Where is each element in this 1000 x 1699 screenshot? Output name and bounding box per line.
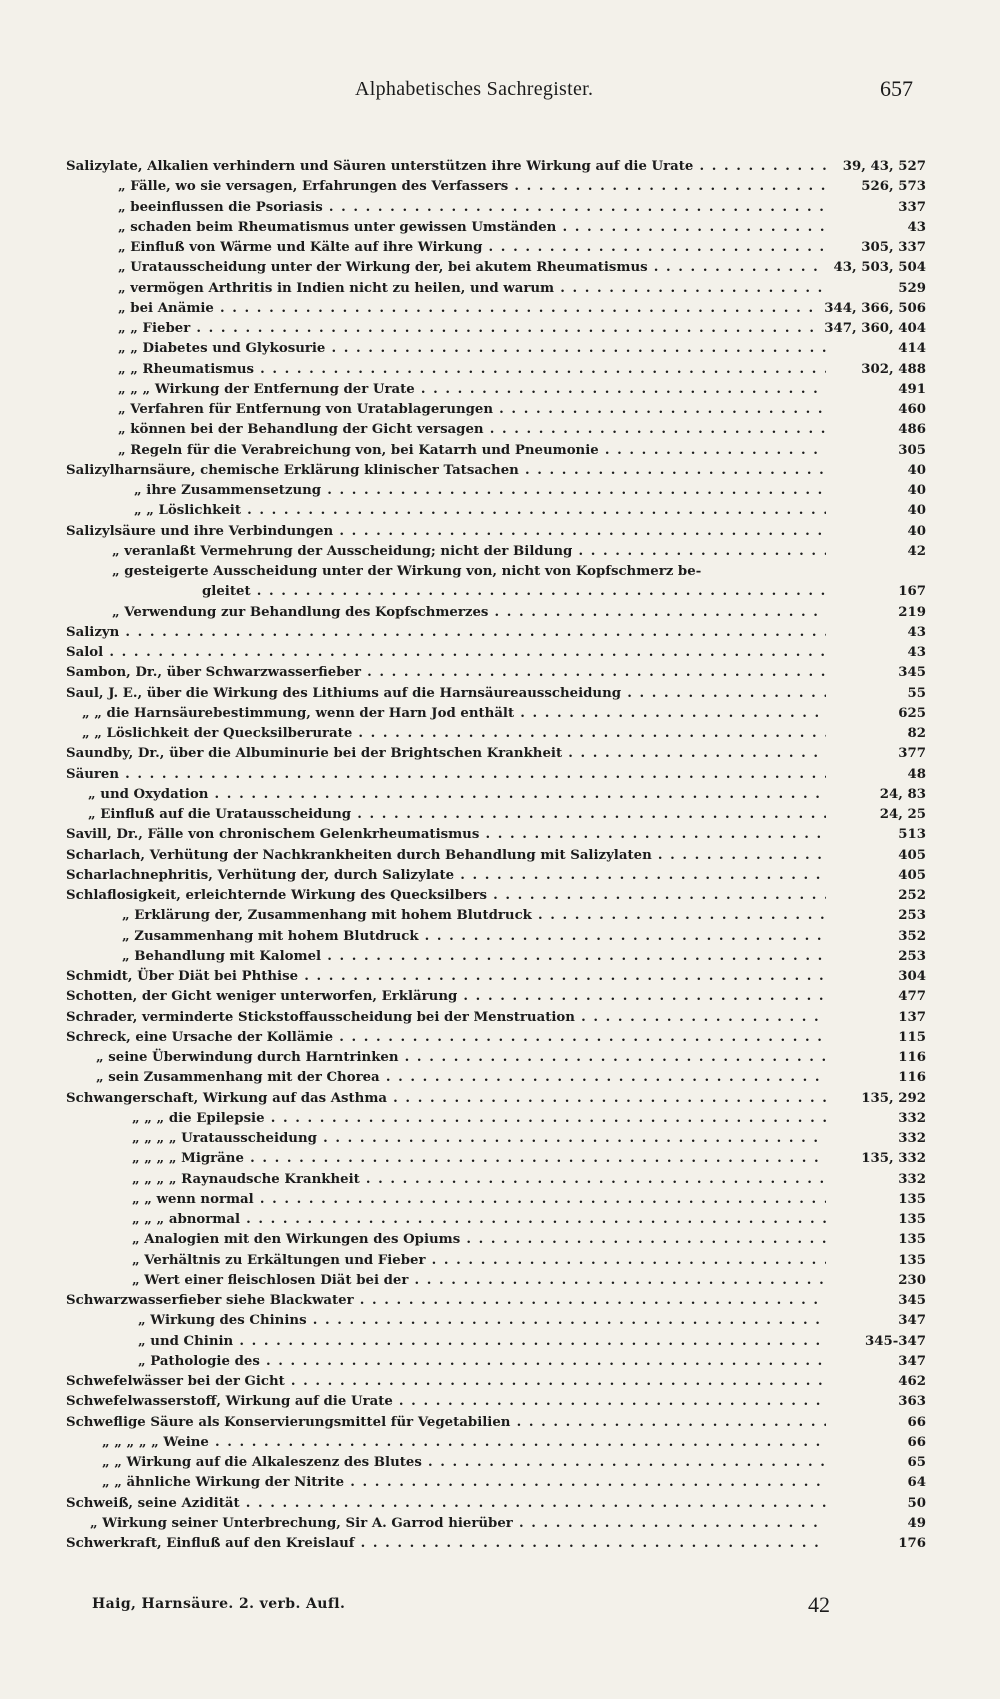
index-entry <box>66 1230 926 1250</box>
entry-text: Schwangerschaft, Wirkung auf das Asthma . . <box>66 1089 826 1109</box>
entry-pages: 332 <box>892 1170 926 1190</box>
index-entry <box>66 198 926 218</box>
index-entries <box>66 157 926 1554</box>
entry-text: „ Fälle, wo sie versagen, Erfahrungen des Verfassers . . <box>66 177 826 197</box>
entry-pages: 43, 503, 504 <box>827 258 926 278</box>
entry-pages: 167 <box>892 582 926 602</box>
entry-pages: 377 <box>892 744 926 764</box>
index-entry <box>66 1149 926 1169</box>
entry-pages: 253 <box>892 906 926 926</box>
entry-text: „ vermögen Arthritis in Indien nicht zu heilen, und warum . . <box>66 279 826 299</box>
index-entry <box>66 1109 926 1129</box>
entry-pages: 115 <box>892 1028 926 1048</box>
entry-pages: 135 <box>892 1190 926 1210</box>
index-entry <box>66 765 926 785</box>
entry-pages: 345 <box>892 1291 926 1311</box>
index-entry <box>66 542 926 562</box>
entry-pages: 40 <box>901 501 926 521</box>
index-entry <box>66 1129 926 1149</box>
entry-text: „ „ „ „ Uratausscheidung . . <box>66 1129 826 1149</box>
entry-text: „ bei Anämie . . <box>66 299 826 319</box>
entry-pages: 137 <box>892 1008 926 1028</box>
entry-pages: 513 <box>892 825 926 845</box>
index-entry <box>66 1210 926 1230</box>
entry-text: „ beeinflussen die Psoriasis . . <box>66 198 826 218</box>
entry-text: „ „ „ abnormal . . <box>66 1210 826 1230</box>
entry-pages: 40 <box>901 522 926 542</box>
index-entry <box>66 1494 926 1514</box>
index-entry <box>66 238 926 258</box>
entry-text: „ Regeln für die Verabreichung von, bei Katarrh und Pneumonie . . <box>66 441 826 461</box>
entry-pages: 116 <box>892 1068 926 1088</box>
index-entry <box>66 360 926 380</box>
entry-pages: 40 <box>901 481 926 501</box>
index-entry <box>66 481 926 501</box>
index-entry <box>66 582 926 602</box>
entry-text: „ „ ähnliche Wirkung der Nitrite . . <box>66 1473 826 1493</box>
index-entry <box>66 886 926 906</box>
entry-pages: 304 <box>892 967 926 987</box>
entry-pages: 347 <box>892 1311 926 1331</box>
entry-text: „ Behandlung mit Kalomel . . <box>66 947 826 967</box>
index-entry <box>66 299 926 319</box>
entry-text: „ Zusammenhang mit hohem Blutdruck . . <box>66 927 826 947</box>
entry-pages: 363 <box>892 1392 926 1412</box>
entry-text: „ Uratausscheidung unter der Wirkung der, bei akutem Rheumatismus . . <box>66 258 826 278</box>
footer-imprint: Haig, Harnsäure. 2. verb. Aufl. <box>92 1596 346 1612</box>
entry-text: „ seine Überwindung durch Harntrinken . . <box>66 1048 826 1068</box>
entry-text: Salizylsäure und ihre Verbindungen . . <box>66 522 826 542</box>
entry-pages: 414 <box>892 339 926 359</box>
index-entry <box>66 562 926 582</box>
entry-pages: 49 <box>901 1514 926 1534</box>
entry-text: „ Einfluß auf die Uratausscheidung . . <box>66 805 826 825</box>
entry-text: Schwerkraft, Einfluß auf den Kreislauf . . <box>66 1534 826 1554</box>
entry-pages: 305 <box>892 441 926 461</box>
entry-text: „ Erklärung der, Zusammenhang mit hohem Blutdruck . . <box>66 906 826 926</box>
entry-text: „ gesteigerte Ausscheidung unter der Wirkung von, nicht von Kopfschmerz be- <box>112 564 702 579</box>
entry-text: „ schaden beim Rheumatismus unter gewissen Umständen . . <box>66 218 826 238</box>
entry-pages: 24, 25 <box>874 805 926 825</box>
index-entry <box>66 1068 926 1088</box>
index-entry <box>66 1028 926 1048</box>
index-entry <box>66 177 926 197</box>
entry-pages: 43 <box>901 218 926 238</box>
entry-pages: 40 <box>901 461 926 481</box>
entry-text: „ Verhältnis zu Erkältungen und Fieber . . <box>66 1251 826 1271</box>
entry-text: „ Einfluß von Wärme und Kälte auf ihre Wirkung . . <box>66 238 826 258</box>
entry-pages: 253 <box>892 947 926 967</box>
index-entry <box>66 1392 926 1412</box>
entry-text: Schweiß, seine Azidität . . <box>66 1494 826 1514</box>
index-entry <box>66 724 926 744</box>
index-entry <box>66 339 926 359</box>
entry-text: Saundby, Dr., über die Albuminurie bei der Brightschen Krankheit . . <box>66 744 826 764</box>
entry-text: „ „ wenn normal . . <box>66 1190 826 1210</box>
entry-pages: 477 <box>892 987 926 1007</box>
index-entry <box>66 157 926 177</box>
entry-pages: 252 <box>892 886 926 906</box>
entry-text: „ „ Rheumatismus . . <box>66 360 826 380</box>
entry-pages: 135, 292 <box>855 1089 926 1109</box>
index-entry <box>66 906 926 926</box>
entry-text: „ und Chinin . . <box>66 1332 826 1352</box>
entry-pages: 176 <box>892 1534 926 1554</box>
entry-pages: 42 <box>901 542 926 562</box>
entry-pages: 526, 573 <box>855 177 926 197</box>
entry-pages: 64 <box>901 1473 926 1493</box>
entry-pages: 48 <box>901 765 926 785</box>
entry-pages: 135 <box>892 1251 926 1271</box>
entry-pages: 230 <box>892 1271 926 1291</box>
entry-text: Säuren . . <box>66 765 826 785</box>
index-entry <box>66 1514 926 1534</box>
entry-pages: 82 <box>901 724 926 744</box>
entry-text: „ „ „ die Epilepsie . . <box>66 1109 826 1129</box>
entry-pages: 345 <box>892 663 926 683</box>
entry-pages: 405 <box>892 846 926 866</box>
entry-text: Schweflige Säure als Konservierungsmittel für Vegetabilien . . <box>66 1413 826 1433</box>
index-entry <box>66 785 926 805</box>
entry-text: Schotten, der Gicht weniger unterworfen, Erklärung . . <box>66 987 826 1007</box>
index-entry <box>66 684 926 704</box>
entry-pages: 486 <box>892 420 926 440</box>
page-header <box>0 74 1000 108</box>
entry-text: gleitet . . <box>66 582 826 602</box>
entry-pages: 50 <box>901 1494 926 1514</box>
index-entry <box>66 1089 926 1109</box>
entry-text: Scharlachnephritis, Verhütung der, durch Salizylate . . <box>66 866 826 886</box>
page-footer <box>0 1592 1000 1626</box>
entry-text: „ ihre Zusammensetzung . . <box>66 481 826 501</box>
entry-text: Schrader, verminderte Stickstoffausscheidung bei der Menstruation . . <box>66 1008 826 1028</box>
entry-pages: 39, 43, 527 <box>837 157 926 177</box>
index-entry <box>66 1453 926 1473</box>
entry-text: „ „ Wirkung auf die Alkaleszenz des Blutes . . <box>66 1453 826 1473</box>
entry-pages: 43 <box>901 623 926 643</box>
index-entry <box>66 279 926 299</box>
entry-pages: 116 <box>892 1048 926 1068</box>
page-title: Alphabetisches Sachregister. <box>355 78 594 100</box>
entry-text: Schmidt, Über Diät bei Phthise . . <box>66 967 826 987</box>
index-entry <box>66 927 926 947</box>
entry-pages: 332 <box>892 1109 926 1129</box>
entry-text: „ „ „ „ „ Weine . . <box>66 1433 826 1453</box>
index-entry <box>66 522 926 542</box>
entry-pages: 305, 337 <box>855 238 926 258</box>
entry-pages: 55 <box>901 684 926 704</box>
index-entry <box>66 218 926 238</box>
entry-text: „ Verwendung zur Behandlung des Kopfschmerzes . . <box>66 603 826 623</box>
index-entry <box>66 420 926 440</box>
index-entry <box>66 400 926 420</box>
entry-pages: 219 <box>892 603 926 623</box>
entry-text: „ Analogien mit den Wirkungen des Opiums . . <box>66 1230 826 1250</box>
entry-text: Scharlach, Verhütung der Nachkrankheiten durch Behandlung mit Salizylaten . . <box>66 846 826 866</box>
entry-pages: 529 <box>892 279 926 299</box>
signature-mark: 42 <box>808 1592 830 1617</box>
index-entry <box>66 643 926 663</box>
entry-text: „ „ Löslichkeit der Quecksilberurate . . <box>66 724 826 744</box>
index-entry <box>66 704 926 724</box>
entry-pages: 625 <box>892 704 926 724</box>
entry-pages: 65 <box>901 1453 926 1473</box>
entry-pages: 337 <box>892 198 926 218</box>
index-entry <box>66 1473 926 1493</box>
entry-pages: 66 <box>901 1433 926 1453</box>
entry-text: „ und Oxydation . . <box>66 785 826 805</box>
entry-pages: 135, 332 <box>855 1149 926 1169</box>
entry-pages: 405 <box>892 866 926 886</box>
page-number: 657 <box>880 76 913 101</box>
index-entry <box>66 825 926 845</box>
entry-text: „ Wirkung seiner Unterbrechung, Sir A. Garrod hierüber . . <box>66 1514 826 1534</box>
entry-text: Salizylharnsäure, chemische Erklärung klinischer Tatsachen . . <box>66 461 826 481</box>
entry-text: „ „ Fieber . . <box>66 319 826 339</box>
entry-text: Schwefelwässer bei der Gicht . . <box>66 1372 826 1392</box>
entry-text: Schlaflosigkeit, erleichternde Wirkung des Quecksilbers . . <box>66 886 826 906</box>
entry-text: Salizyn . . <box>66 623 826 643</box>
entry-pages: 352 <box>892 927 926 947</box>
index-entry <box>66 603 926 623</box>
index-entry <box>66 805 926 825</box>
entry-text: „ „ „ Wirkung der Entfernung der Urate . . <box>66 380 826 400</box>
entry-text: „ Pathologie des . . <box>66 1352 826 1372</box>
entry-pages: 135 <box>892 1210 926 1230</box>
index-entry <box>66 1433 926 1453</box>
index-entry <box>66 1271 926 1291</box>
entry-text: Salol . . <box>66 643 826 663</box>
entry-text: Schwefelwasserstoff, Wirkung auf die Urate . . <box>66 1392 826 1412</box>
index-entry <box>66 461 926 481</box>
entry-pages: 491 <box>892 380 926 400</box>
index-entry <box>66 1008 926 1028</box>
entry-text: Saul, J. E., über die Wirkung des Lithiums auf die Harnsäureausscheidung . . <box>66 684 826 704</box>
entry-text: Sambon, Dr., über Schwarzwasserfieber . . <box>66 663 826 683</box>
entry-text: „ Wert einer fleischlosen Diät bei der . . <box>66 1271 826 1291</box>
entry-pages: 66 <box>901 1413 926 1433</box>
index-entry <box>66 380 926 400</box>
index-entry <box>66 744 926 764</box>
index-entry <box>66 663 926 683</box>
entry-text: Salizylate, Alkalien verhindern und Säuren unterstützen ihre Wirkung auf die Urate . . <box>66 157 826 177</box>
entry-pages: 24, 83 <box>874 785 926 805</box>
index-entry <box>66 1311 926 1331</box>
entry-text: „ Verfahren für Entfernung von Uratablagerungen . . <box>66 400 826 420</box>
entry-text: Schwarzwasserfieber siehe Blackwater . . <box>66 1291 826 1311</box>
index-entry <box>66 1170 926 1190</box>
index-entry <box>66 1332 926 1352</box>
index-entry <box>66 1413 926 1433</box>
index-entry <box>66 987 926 1007</box>
index-entry <box>66 967 926 987</box>
index-entry <box>66 1048 926 1068</box>
entry-pages: 345-347 <box>859 1332 926 1352</box>
entry-text: „ „ die Harnsäurebestimmung, wenn der Harn Jod enthält . . <box>66 704 826 724</box>
entry-pages: 460 <box>892 400 926 420</box>
entry-text: Schreck, eine Ursache der Kollämie . . <box>66 1028 826 1048</box>
entry-text: „ können bei der Behandlung der Gicht versagen . . <box>66 420 826 440</box>
entry-pages: 462 <box>892 1372 926 1392</box>
entry-text: „ „ Löslichkeit . . <box>66 501 826 521</box>
entry-text: „ Wirkung des Chinins . . <box>66 1311 826 1331</box>
index-entry <box>66 1372 926 1392</box>
index-entry <box>66 623 926 643</box>
entry-pages: 135 <box>892 1230 926 1250</box>
entry-text: „ „ „ „ Raynaudsche Krankheit . . <box>66 1170 826 1190</box>
entry-text: „ „ Diabetes und Glykosurie . . <box>66 339 826 359</box>
index-entry <box>66 441 926 461</box>
entry-pages: 347, 360, 404 <box>818 319 926 339</box>
entry-pages: 43 <box>901 643 926 663</box>
entry-text: „ sein Zusammenhang mit der Chorea . . <box>66 1068 826 1088</box>
index-entry <box>66 501 926 521</box>
entry-pages: 332 <box>892 1129 926 1149</box>
index-entry <box>66 1190 926 1210</box>
entry-text: „ „ „ „ Migräne . . <box>66 1149 826 1169</box>
entry-text: Savill, Dr., Fälle von chronischem Gelenkrheumatismus . . <box>66 825 826 845</box>
index-entry <box>66 846 926 866</box>
index-entry <box>66 866 926 886</box>
index-entry <box>66 319 926 339</box>
index-entry <box>66 1534 926 1554</box>
entry-text: „ veranlaßt Vermehrung der Ausscheidung; nicht der Bildung . . <box>66 542 826 562</box>
index-entry <box>66 947 926 967</box>
index-entry <box>66 1251 926 1271</box>
entry-pages: 347 <box>892 1352 926 1372</box>
entry-pages: 344, 366, 506 <box>818 299 926 319</box>
entry-pages: 302, 488 <box>855 360 926 380</box>
index-entry <box>66 258 926 278</box>
index-entry <box>66 1291 926 1311</box>
index-entry <box>66 1352 926 1372</box>
